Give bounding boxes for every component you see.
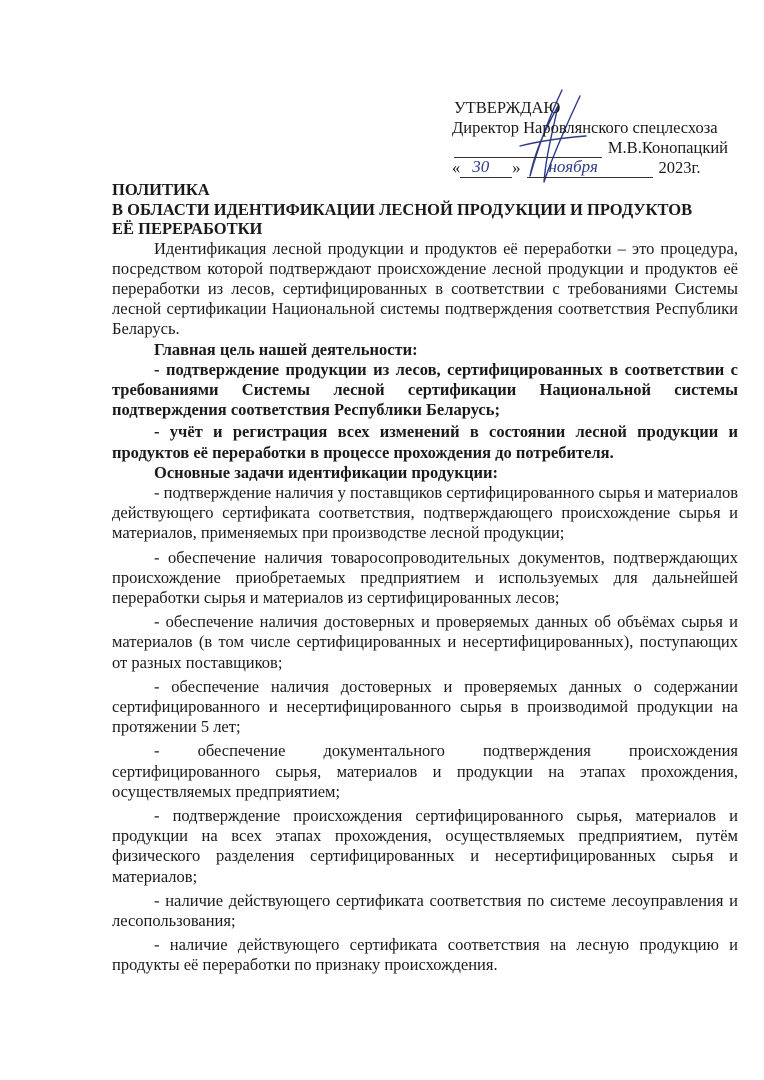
approval-signature-line — [452, 138, 742, 158]
date-open-quote: « — [452, 158, 461, 177]
task-item: - обеспечение наличия достоверных и проверяемых данных об объёмах сырья и материалов (в том числе сертифицированных и несертифицированных), поступающих от разных поставщиков; — [112, 612, 738, 672]
date-close-quote: » — [512, 158, 521, 177]
approval-name: М.В.Конопацкий — [607, 138, 728, 157]
goal-item: - учёт и регистрация всех изменений в состоянии лесной продукции и продуктов её переработки в процессе прохождения до потребителя. — [112, 422, 738, 462]
task-item: - наличие действующего сертификата соответствия на лесную продукцию и продукты её переработки по признаку происхождения. — [112, 935, 738, 975]
task-item: - наличие действующего сертификата соответствия по системе лесоуправления и лесопользования; — [112, 890, 738, 930]
signature-underline — [454, 141, 602, 158]
approval-position: Директор Наровлянского спецлесхоза — [452, 118, 718, 137]
tasks-heading: Основные задачи идентификации продукции: — [154, 462, 498, 482]
approval-block — [452, 98, 742, 178]
goal-heading: Главная цель нашей деятельности: — [154, 339, 418, 359]
goal-item: - подтверждение продукции из лесов, сертифицированных в соответствии с требованиями Системы лесной сертификации Национальной системы подтверждения соответствия Республики Беларусь; — [112, 359, 738, 420]
task-item: - подтверждение наличия у поставщиков сертифицированного сырья и материалов действующего сертификата соответствия, подтверждающего происхождение сырья и материалов, применяемых при производстве лесной продукции; — [112, 482, 738, 543]
task-item: - обеспечение документального подтверждения происхождения сертифицированного сырья, материалов и продукции на этапах прохождения, осуществляемых предприятием; — [112, 741, 738, 801]
date-year: 2023г. — [658, 158, 701, 177]
date-day-handwritten: 30 — [472, 157, 490, 176]
policy-title-line2: В ОБЛАСТИ ИДЕНТИФИКАЦИИ ЛЕСНОЙ ПРОДУКЦИИ И ПРОДУКТОВ — [112, 199, 693, 219]
approval-heading: УТВЕРЖДАЮ — [454, 98, 561, 117]
task-item: - обеспечение наличия товаросопроводительных документов, подтверждающих происхождение приобретаемых предприятием и используемых для дальнейшей переработки сырья и материалов из сертифицированных лесов; — [112, 547, 738, 607]
date-month-handwritten: ноября — [548, 157, 598, 176]
policy-title-line3: ЕЁ ПЕРЕРАБОТКИ — [112, 219, 263, 238]
task-item: - обеспечение наличия достоверных и проверяемых данных о содержании сертифицированного и несертифицированного сырья в производимой продукции на протяжении 5 лет; — [112, 676, 738, 737]
date-month-blank — [527, 159, 653, 178]
date-day-blank — [460, 159, 512, 178]
policy-document — [112, 180, 738, 976]
approval-date — [452, 158, 742, 178]
policy-title-line1: ПОЛИТИКА — [112, 180, 210, 199]
intro-paragraph: Идентификация лесной продукции и продуктов её переработки – это процедура, посредством которой подтверждают происхождение лесной продукции и продуктов её переработки из лесов, сертифицированных в соответствии с требованиями Системы лесной сертификации Национальной системы подтверждения соответствия Республики Беларусь. — [112, 238, 738, 339]
task-item: - подтверждение происхождения сертифицированного сырья, материалов и продукции на всех этапах прохождения, осуществляемых предприятием, путём физического разделения сертифицированных и несертифицированных сырья и материалов; — [112, 805, 738, 886]
